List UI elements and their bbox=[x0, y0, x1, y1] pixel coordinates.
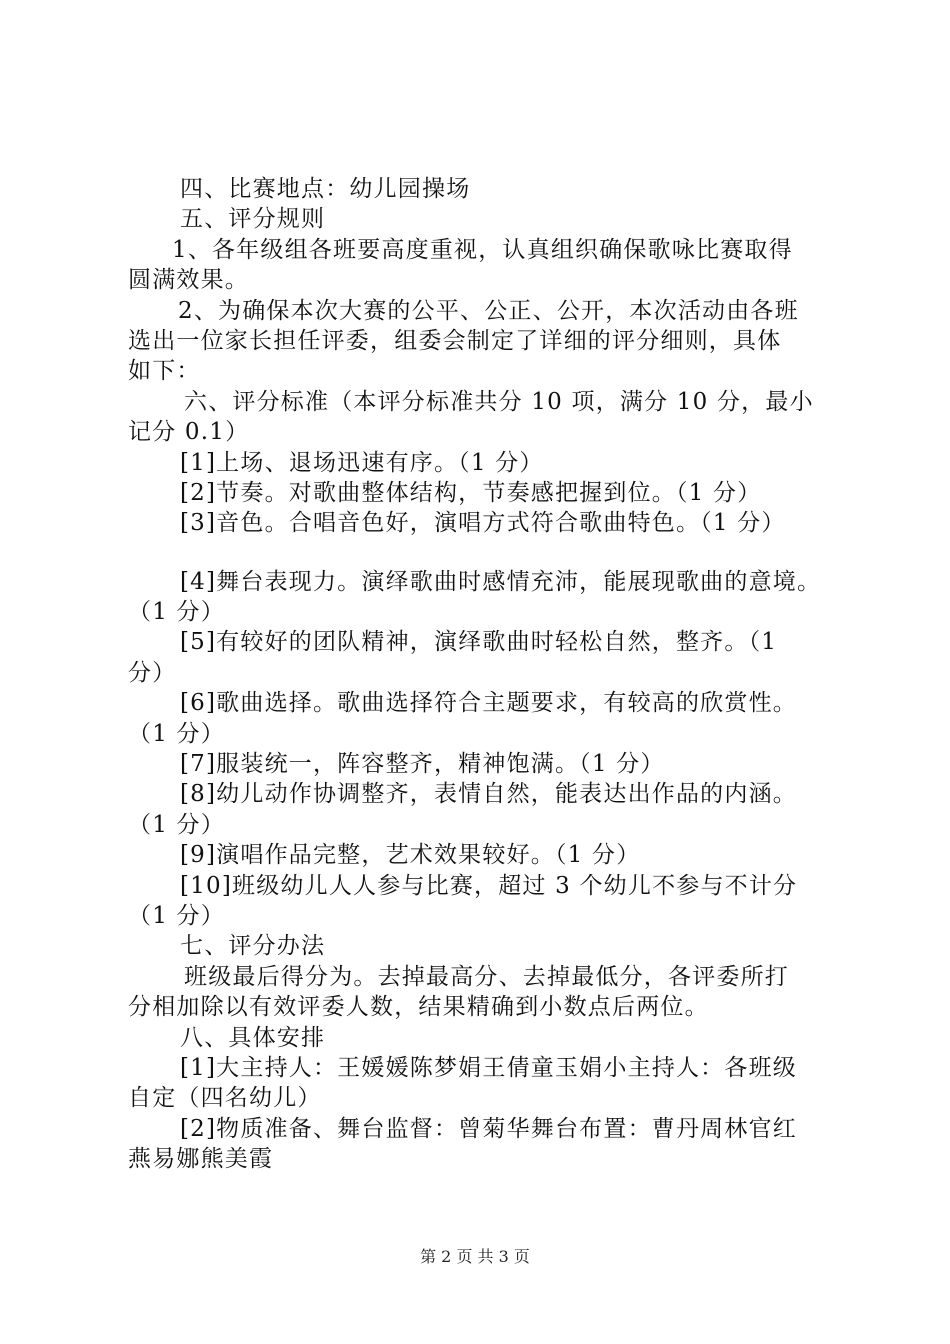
rule-2-line-1: 2、为确保本次大赛的公平、公正、公开，本次活动由各班 bbox=[178, 297, 799, 324]
method-line-1: 班级最后得分为。去掉最高分、去掉最低分，各评委所打 bbox=[184, 963, 789, 990]
criterion-3: [3]音色。合唱音色好，演唱方式符合歌曲特色。（1 分） bbox=[180, 510, 786, 537]
criterion-10-line-1: [10]班级幼儿人人参与比赛，超过 3 个幼儿不参与不计分 bbox=[180, 872, 798, 899]
section-heading-criteria: 六、评分标准（本评分标准共分 10 项，满分 10 分，最小 bbox=[184, 388, 814, 415]
criterion-9: [9]演唱作品完整，艺术效果较好。（1 分） bbox=[180, 842, 641, 869]
page-footer: 第 2 页 共 3 页 bbox=[420, 1247, 530, 1266]
criterion-1: [1]上场、退场迅速有序。（1 分） bbox=[180, 449, 544, 476]
section-heading-method: 七、评分办法 bbox=[180, 933, 326, 960]
criterion-5-line-1: [5]有较好的团队精神，演绎歌曲时轻松自然，整齐。（1 bbox=[180, 629, 778, 656]
blank-gap bbox=[128, 539, 838, 567]
criterion-6-line-2: （1 分） bbox=[128, 720, 225, 747]
method-line-2: 分相加除以有效评委人数，结果精确到小数点后两位。 bbox=[128, 994, 709, 1021]
criterion-7: [7]服装统一，阵容整齐，精神饱满。（1 分） bbox=[180, 751, 665, 778]
criterion-5-line-2: 分） bbox=[128, 659, 177, 686]
rule-1-line-1: 1、各年级组各班要高度重视，认真组织确保歌咏比赛取得 bbox=[172, 236, 793, 263]
criterion-8-line-1: [8]幼儿动作协调整齐，表情自然，能表达出作品的内涵。 bbox=[180, 781, 797, 808]
criterion-6-line-1: [6]歌曲选择。歌曲选择符合主题要求，有较高的欣赏性。 bbox=[180, 690, 797, 717]
arrangement-2-line-2: 燕易娜熊美霞 bbox=[128, 1146, 274, 1173]
arrangement-1-line-2: 自定（四名幼儿） bbox=[128, 1085, 322, 1112]
section-heading-rules: 五、评分规则 bbox=[180, 206, 326, 233]
criterion-10-line-2: （1 分） bbox=[128, 902, 225, 929]
rule-2-line-2: 选出一位家长担任评委，组委会制定了详细的评分细则，具体 bbox=[128, 327, 782, 354]
rule-1-line-2: 圆满效果。 bbox=[128, 267, 249, 294]
criterion-2: [2]节奏。对歌曲整体结构，节奏感把握到位。（1 分） bbox=[180, 479, 762, 506]
criterion-4-line-2: （1 分） bbox=[128, 599, 225, 626]
rule-2-line-3: 如下： bbox=[128, 358, 201, 385]
section-heading-venue: 四、比赛地点：幼儿园操场 bbox=[180, 176, 471, 202]
criterion-8-line-2: （1 分） bbox=[128, 811, 225, 838]
arrangement-1-line-1: [1]大主持人：王媛媛陈梦娟王倩童玉娟小主持人：各班级 bbox=[180, 1054, 797, 1081]
criterion-4-line-1: [4]舞台表现力。演绎歌曲时感情充沛，能展现歌曲的意境。 bbox=[180, 568, 822, 595]
arrangement-2-line-1: [2]物质准备、舞台监督：曾菊华舞台布置：曹丹周林官红 bbox=[180, 1115, 797, 1142]
document-body bbox=[128, 174, 838, 1175]
criteria-line-2: 记分 0.1） bbox=[128, 419, 250, 446]
section-heading-arrangement: 八、具体安排 bbox=[180, 1024, 326, 1051]
